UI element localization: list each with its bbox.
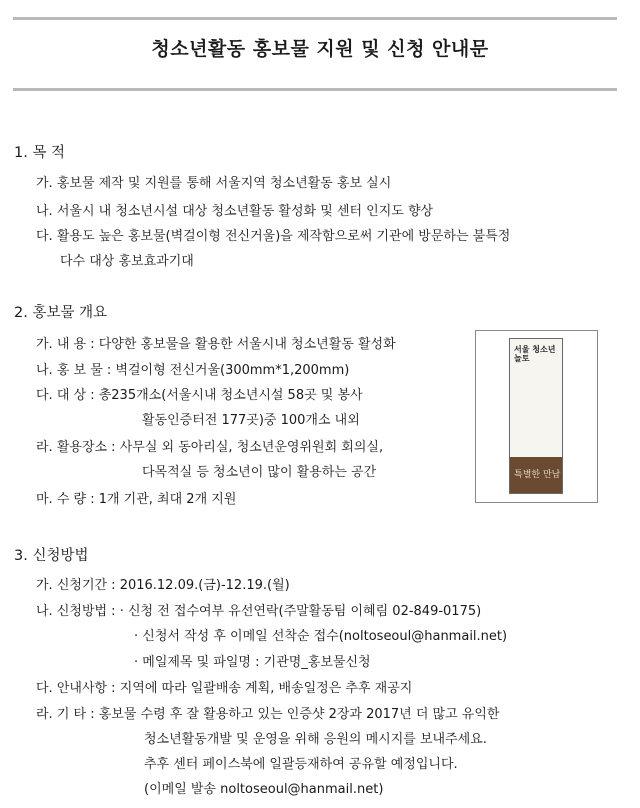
- banner-bottom-text: 특별한 만남: [514, 470, 561, 480]
- s2-item-content: 가. 내 용 : 다양한 홍보물을 활용한 서울시내 청소년활동 활성화: [36, 337, 396, 352]
- top-rule: [13, 17, 617, 20]
- title-rule: [13, 88, 617, 91]
- s3-item-etc-3: 추후 센터 페이스북에 일괄등재하여 공유할 예정입니다.: [144, 757, 458, 772]
- page-title: 청소년활동 홍보물 지원 및 신청 안내문: [151, 38, 489, 60]
- s1-item-ga: 가. 홍보물 제작 및 지원를 통해 서울지역 청소년활동 홍보 실시: [36, 176, 392, 191]
- s2-item-place: 라. 활용장소 : 사무실 외 동아리실, 청소년운영위원회 회의실,: [36, 440, 384, 455]
- mirror-banner: [509, 338, 563, 494]
- s2-item-quantity: 마. 수 량 : 1개 기관, 최대 2개 지원: [36, 492, 237, 507]
- s1-item-da: 다. 활용도 높은 홍보물(벽걸이형 전신거울)을 제작함으로써 기관에 방문하는 불특정: [36, 229, 511, 244]
- s3-item-method-3: · 메일제목 및 파일명 : 기관명_홍보물신청: [134, 655, 371, 670]
- s2-item-material: 나. 홍 보 물 : 벽걸이형 전신거울(300mm*1,200mm): [36, 363, 350, 378]
- s3-item-method: 나. 신청방법 : · 신청 전 접수여부 유선연락(주말활동팀 이혜림 02-849-0175): [36, 604, 482, 619]
- s1-item-da-cont: 다수 대상 홍보효과기대: [60, 254, 194, 269]
- section-2-heading: 2. 홍보물 개요: [14, 305, 108, 321]
- s3-item-etc: 라. 기 타 : 홍보물 수령 후 잘 활용하고 있는 인증샷 2장과 2017년 더 많고 유익한: [36, 707, 500, 722]
- banner-bottom-panel: [510, 457, 562, 493]
- section-1-heading: 1. 목 적: [14, 145, 66, 161]
- section-3-heading: 3. 신청방법: [14, 548, 89, 564]
- s3-item-etc-2: 청소년활동개발 및 운영을 위해 응원의 메시지를 보내주세요.: [144, 732, 487, 747]
- s3-item-etc-4: (이메일 발송 noltoseoul@hanmail.net): [144, 782, 384, 797]
- s2-item-target-cont: 활동인증터전 177곳)중 100개소 내외: [142, 413, 360, 428]
- s3-item-method-2: · 신청서 작성 후 이메일 선착순 접수(noltoseoul@hanmail.net): [134, 629, 508, 644]
- banner-calligraphy: 서울 청소년 놀토: [514, 344, 556, 363]
- s1-item-na: 나. 서울시 내 청소년시설 대상 청소년활동 활성화 및 센터 인지도 향상: [36, 204, 434, 219]
- s3-item-period: 가. 신청기간 : 2016.12.09.(금)-12.19.(월): [36, 578, 290, 593]
- s2-item-place-cont: 다목적실 등 청소년이 많이 활용하는 공간: [142, 465, 377, 480]
- s3-item-notice: 다. 안내사항 : 지역에 따라 일괄배송 계획, 배송일정은 추후 재공지: [36, 681, 413, 696]
- s2-item-target: 다. 대 상 : 총235개소(서울시내 청소년시설 58곳 및 봉사: [36, 388, 363, 403]
- mirror-product-image: [475, 330, 598, 503]
